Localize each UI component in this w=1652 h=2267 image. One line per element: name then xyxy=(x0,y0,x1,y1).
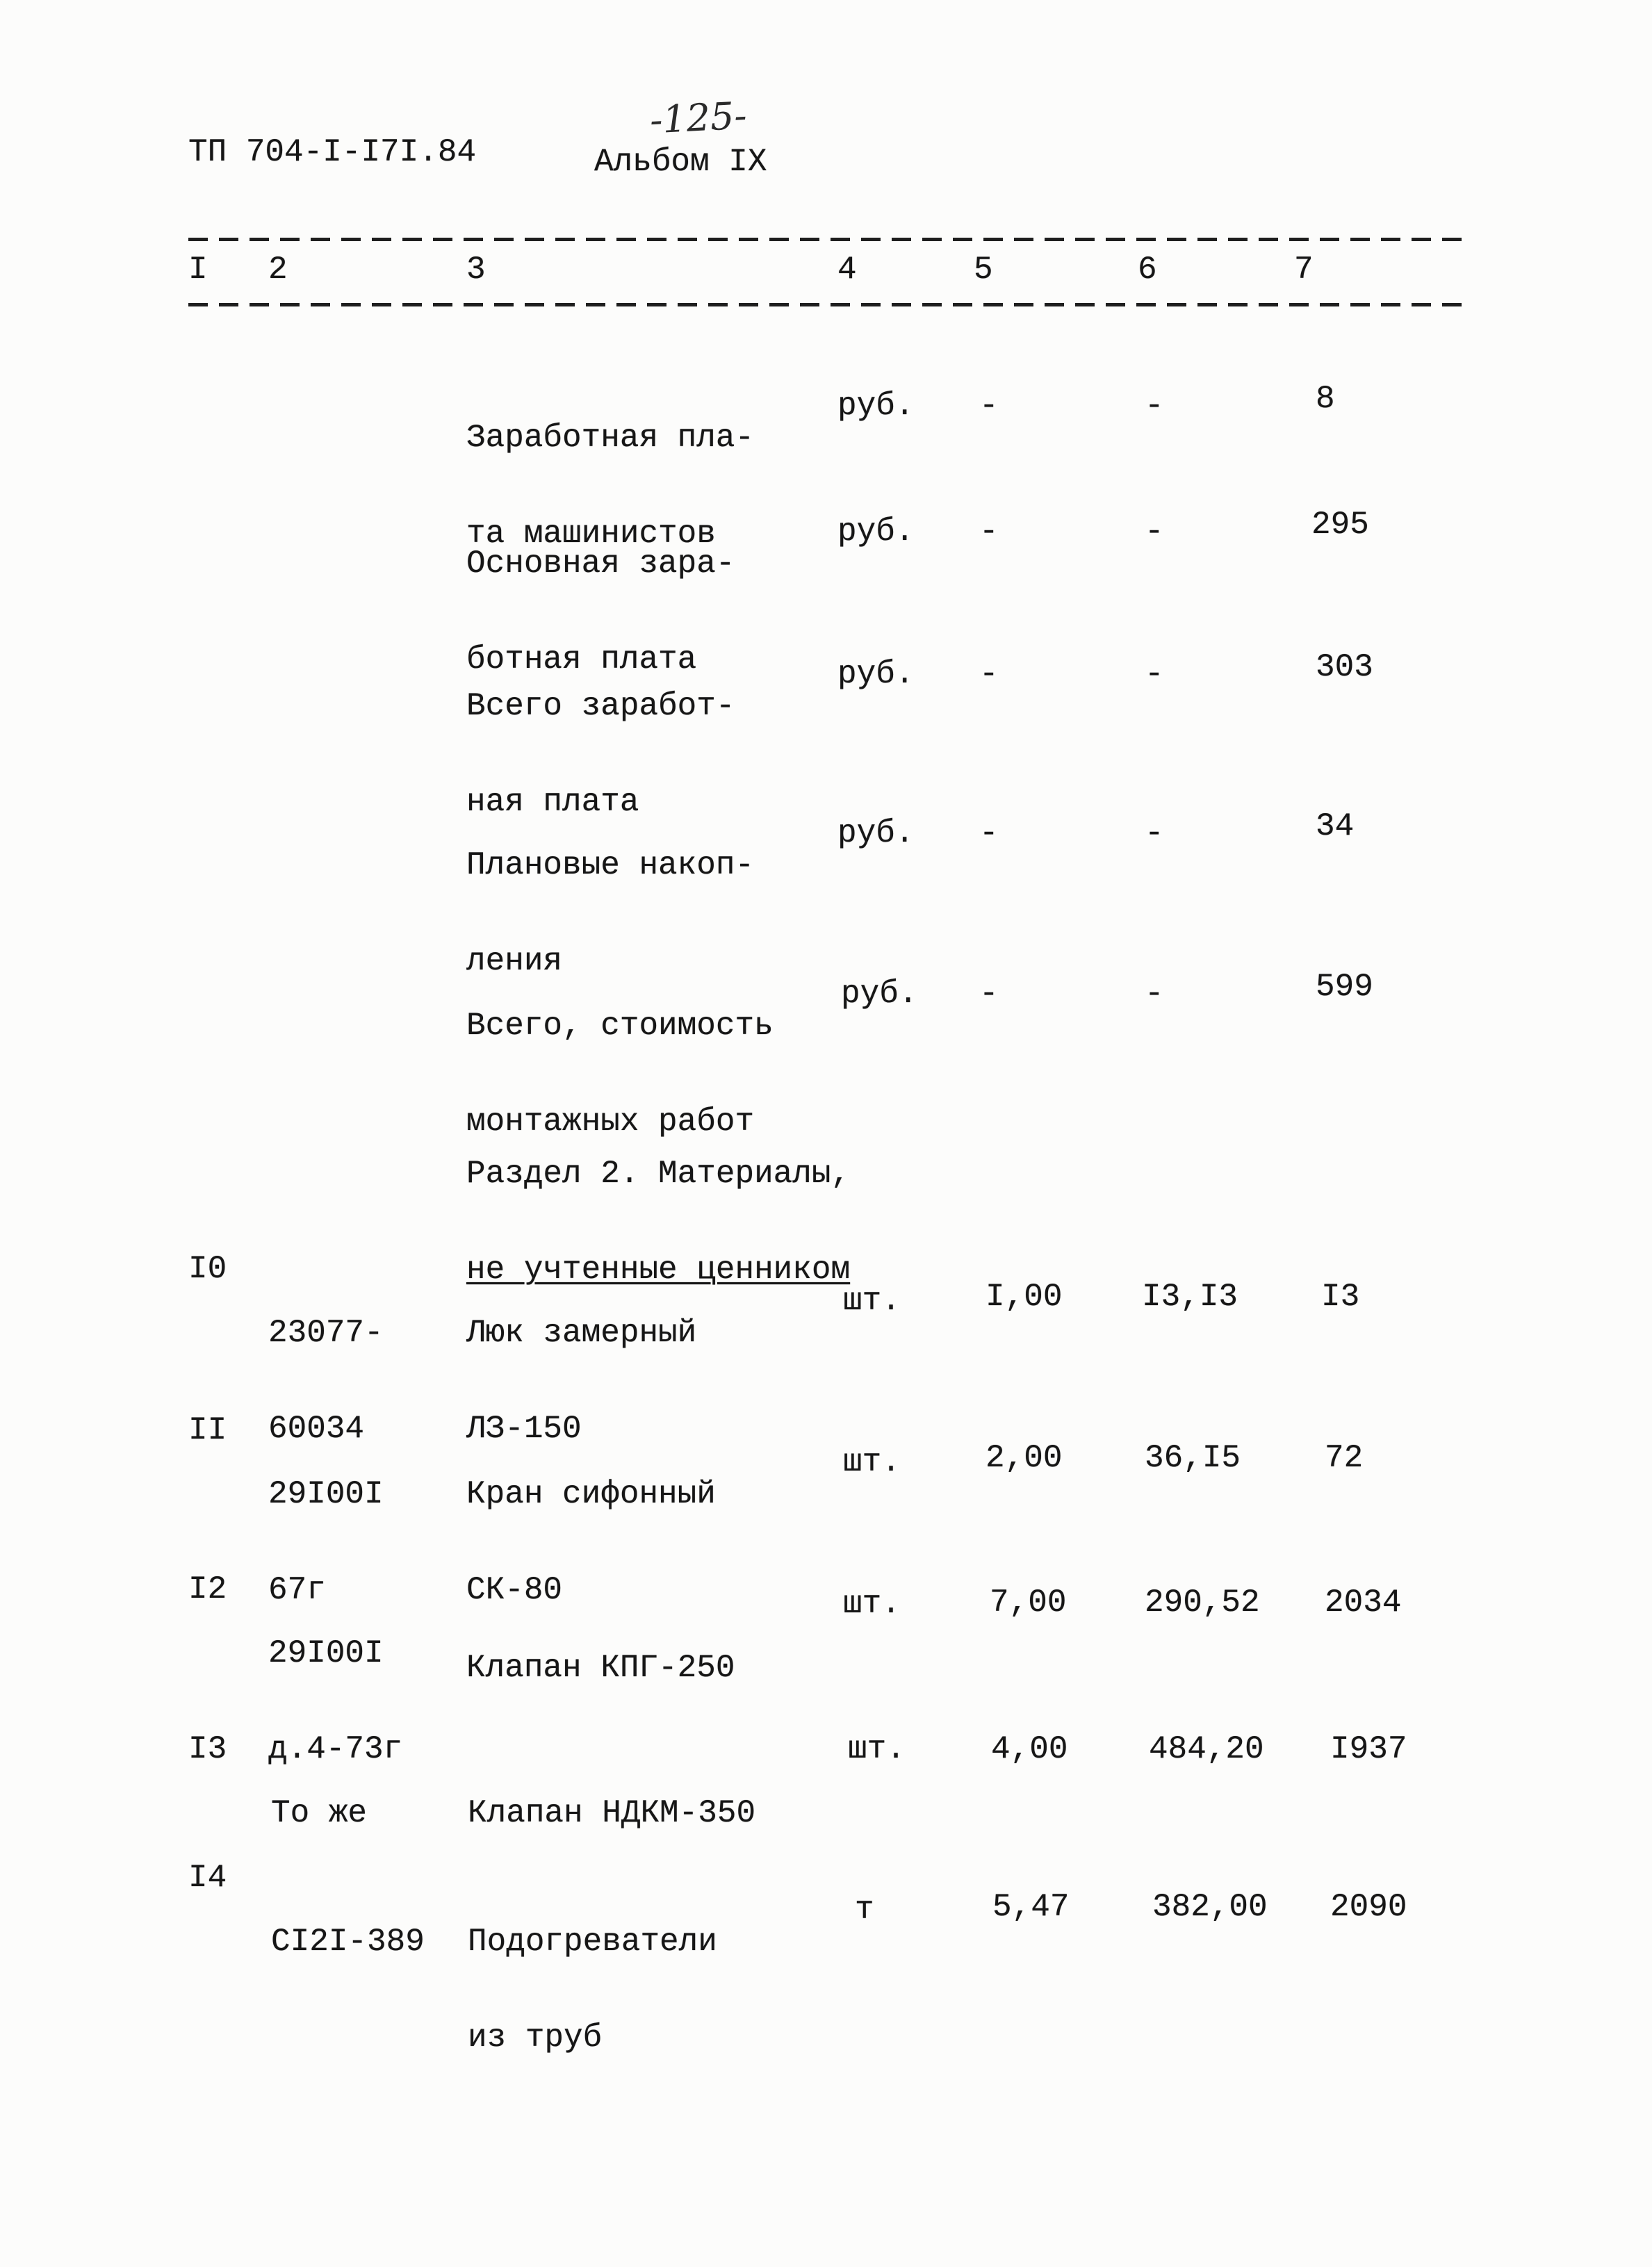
page-number: -125- xyxy=(648,93,749,142)
row-code-line: То же xyxy=(271,1795,368,1831)
row-code-line: 60034 xyxy=(268,1411,365,1447)
row-unit: шт. xyxy=(848,1731,906,1767)
row-description-line: Люк замерный xyxy=(466,1315,697,1351)
row-price: 290,52 xyxy=(1145,1585,1260,1621)
row-description-line: Клапан КПГ-250 xyxy=(466,1650,735,1686)
row-code-line: 29I00I xyxy=(268,1635,384,1671)
row-number: I3 xyxy=(188,1731,227,1767)
row-number: I2 xyxy=(188,1571,227,1607)
row-description xyxy=(466,1588,735,1748)
table-row xyxy=(0,626,1652,820)
row-unit: руб. xyxy=(837,514,915,550)
row-quantity: - xyxy=(979,514,999,550)
row-number: I4 xyxy=(188,1860,227,1896)
row-number: I0 xyxy=(188,1251,227,1287)
column-header-3: 3 xyxy=(466,252,486,288)
row-quantity: - xyxy=(979,656,999,692)
row-price: - xyxy=(1145,815,1164,851)
column-header-7: 7 xyxy=(1294,252,1314,288)
row-total: 303 xyxy=(1316,649,1373,685)
section-heading-line: Раздел 2. Материалы, xyxy=(466,1156,851,1192)
row-description-line: СК-80 xyxy=(466,1572,563,1608)
row-total: 8 xyxy=(1316,381,1335,417)
table-row xyxy=(0,1860,1652,2056)
row-description-line: ная плата xyxy=(466,784,639,820)
row-description xyxy=(468,1862,717,2118)
row-quantity: - xyxy=(979,388,999,424)
row-total: 295 xyxy=(1311,507,1369,543)
row-description-line: Клапан НДКМ-350 xyxy=(468,1795,756,1831)
row-total: 2034 xyxy=(1325,1585,1402,1621)
column-header-row xyxy=(0,254,1652,323)
row-total: 34 xyxy=(1316,808,1355,844)
row-quantity: 7,00 xyxy=(990,1585,1067,1621)
row-description-line: Кран сифонный xyxy=(466,1476,716,1512)
row-quantity: - xyxy=(979,976,999,1012)
row-total: I3 xyxy=(1321,1279,1360,1315)
row-unit: руб. xyxy=(837,388,915,424)
row-description-line: Всего, стоимость xyxy=(466,1008,774,1044)
row-description-line: Подогреватели xyxy=(468,1924,717,1960)
row-unit: шт. xyxy=(843,1444,901,1480)
row-price: 484,20 xyxy=(1149,1731,1264,1767)
row-code-line: 29I00I xyxy=(268,1476,384,1512)
row-code-line: СI2I-389 xyxy=(271,1924,425,1960)
row-code-line: 23077- xyxy=(268,1315,384,1351)
row-unit: руб. xyxy=(841,976,918,1012)
row-description-line: ЛЗ-150 xyxy=(466,1411,582,1447)
row-price: - xyxy=(1145,656,1164,692)
row-quantity: - xyxy=(979,815,999,851)
row-unit: руб. xyxy=(837,656,915,692)
section-heading-subtitle: не учтенные ценником xyxy=(466,1252,851,1288)
row-description-line: ботная плата xyxy=(466,641,697,678)
row-description-line: Всего заработ- xyxy=(466,688,735,724)
row-description-line: монтажных работ xyxy=(466,1104,755,1140)
row-unit: шт. xyxy=(843,1586,901,1622)
column-header-5: 5 xyxy=(974,252,993,288)
row-description-line: из труб xyxy=(468,2020,603,2056)
row-total: 72 xyxy=(1325,1440,1364,1476)
row-description-line: Плановые накоп- xyxy=(466,847,755,883)
row-price: 36,I5 xyxy=(1145,1440,1241,1476)
row-code-line: д.4-73г xyxy=(268,1731,403,1767)
row-quantity: I,00 xyxy=(986,1279,1063,1315)
column-header-1: I xyxy=(188,252,208,288)
column-header-6: 6 xyxy=(1138,252,1157,288)
row-code-line: 67г xyxy=(268,1572,326,1608)
row-unit: шт. xyxy=(843,1283,901,1319)
row-total: I937 xyxy=(1330,1731,1407,1767)
row-price: - xyxy=(1145,388,1164,424)
table-row xyxy=(0,943,1652,1140)
document-code: ТП 704-I-I7I.84 xyxy=(188,134,477,170)
row-description-line: Основная зара- xyxy=(466,546,735,582)
header-rule-top xyxy=(188,238,1471,241)
row-price: - xyxy=(1145,514,1164,550)
header-rule-bottom xyxy=(188,303,1471,306)
row-quantity: 5,47 xyxy=(992,1889,1070,1925)
column-header-4: 4 xyxy=(837,252,857,288)
row-code xyxy=(271,1862,425,2022)
row-description-line: та машинистов xyxy=(466,516,716,552)
row-number: II xyxy=(188,1412,227,1448)
row-description-line: Заработная пла- xyxy=(466,420,755,456)
row-quantity: 4,00 xyxy=(991,1731,1068,1767)
row-unit: руб. xyxy=(837,815,915,851)
row-total: 599 xyxy=(1316,969,1373,1005)
table-row xyxy=(0,1731,1652,1831)
column-header-2: 2 xyxy=(268,252,288,288)
row-quantity: 2,00 xyxy=(986,1440,1063,1476)
table-row xyxy=(0,785,1652,979)
row-unit: т xyxy=(855,1892,874,1928)
row-price: I3,I3 xyxy=(1142,1279,1238,1315)
row-price: 382,00 xyxy=(1152,1889,1268,1925)
row-price: - xyxy=(1145,976,1164,1012)
row-total: 2090 xyxy=(1330,1889,1407,1925)
album-label: Альбом IX xyxy=(594,144,767,180)
row-description-line: ления xyxy=(466,943,563,979)
